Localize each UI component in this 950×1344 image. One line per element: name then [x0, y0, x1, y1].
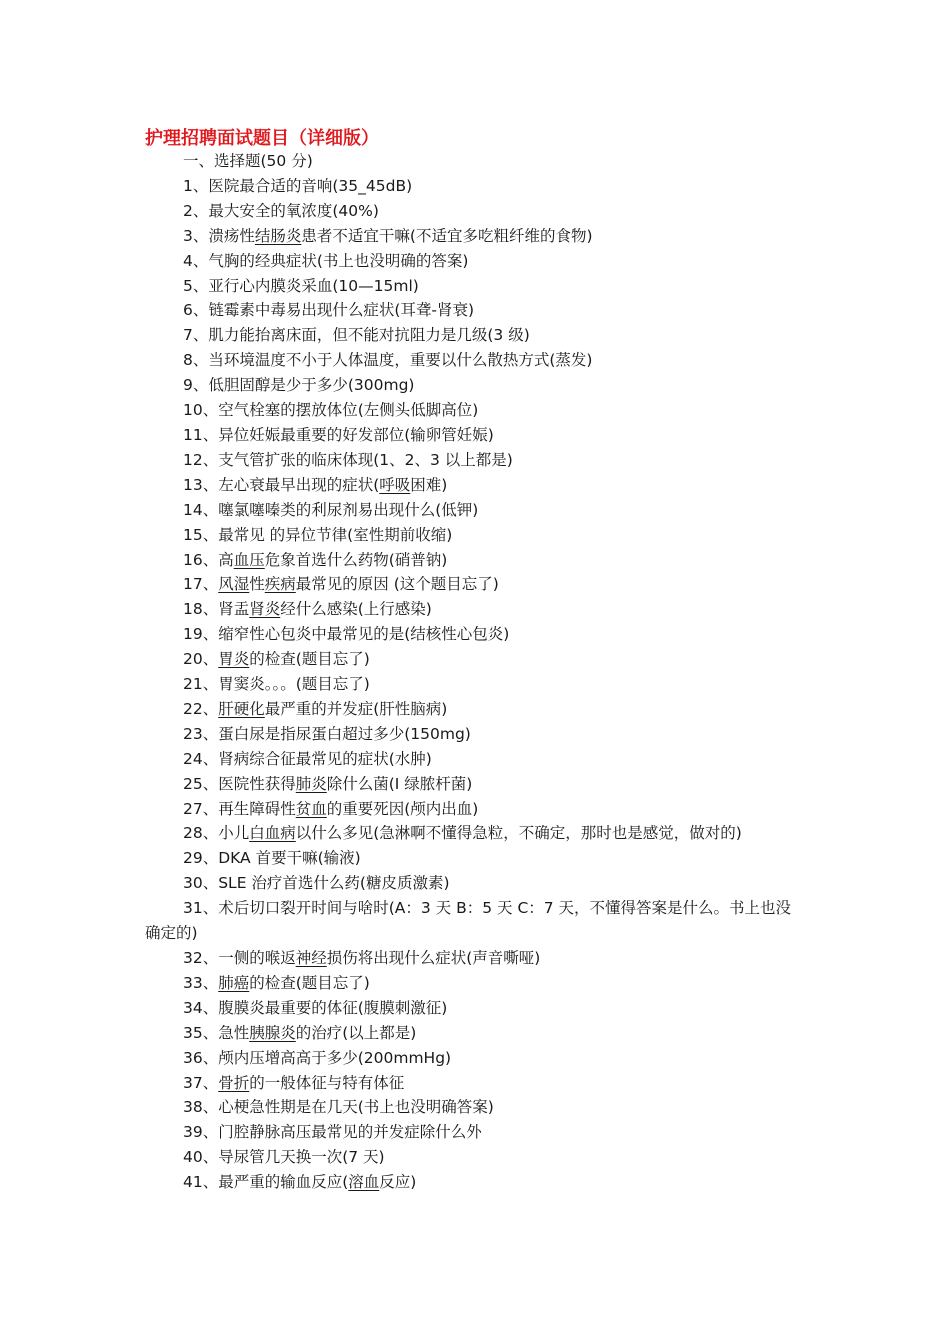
question-text: 以什么多见(急淋啊不懂得急粒，不确定，那时也是感觉，做对的) [295, 824, 742, 843]
underlined-term: 骨折 [218, 1073, 250, 1092]
question-item [145, 846, 800, 871]
question-item [145, 996, 800, 1021]
question-text: 21、胃窦炎。。。(题目忘了) [183, 675, 370, 694]
question-item [145, 423, 800, 448]
question-text: 34、腹膜炎最重要的体征(腹膜刺激征) [183, 998, 448, 1017]
question-text: 20、 [183, 650, 219, 669]
question-text: 5、亚行心内膜炎采血(10—15ml) [183, 276, 419, 295]
question-item [145, 224, 800, 249]
question-item [145, 772, 800, 797]
underlined-term: 肺癌 [218, 973, 250, 992]
question-item [145, 622, 800, 647]
question-text: 19、缩窄性心包炎中最常见的是(结核性心包炎) [183, 625, 510, 644]
question-text: 反应) [379, 1173, 417, 1192]
question-item [145, 523, 800, 548]
question-text: 30、SLE 治疗首选什么药(糖皮质激素) [183, 874, 450, 893]
question-item [145, 1071, 800, 1096]
question-text: 除什么菌(I 绿脓杆菌) [326, 774, 473, 793]
question-item [145, 797, 800, 822]
question-text: 困难) [410, 475, 448, 494]
question-item [145, 697, 800, 722]
question-item [145, 1095, 800, 1120]
question-text: 最严重的并发症(肝性脑病) [264, 699, 448, 718]
question-item [145, 473, 800, 498]
question-text: 损伤将出现什么症状(声音嘶哑) [326, 949, 541, 967]
question-item [145, 1170, 800, 1195]
question-item [145, 722, 800, 747]
question-text: 15、最常见 的异位节律(室性期前收缩) [183, 525, 453, 544]
question-text: 10、空气栓塞的摆放体位(左侧头低脚高位) [183, 401, 479, 420]
question-item [145, 348, 800, 373]
question-item [145, 448, 800, 473]
question-text: 17、 [183, 575, 219, 594]
question-text: 25、医院性获得 [183, 774, 296, 793]
question-text: 11、异位妊娠最重要的好发部位(输卵管妊娠) [183, 425, 494, 444]
question-text: 36、颅内压增高高于多少(200mmHg) [183, 1048, 452, 1067]
underlined-term: 胃炎 [218, 650, 250, 669]
underlined-term: 溶血 [348, 1173, 380, 1192]
underlined-term: 呼吸 [379, 475, 411, 494]
underlined-term: 贫血 [295, 799, 327, 818]
question-item [145, 174, 800, 199]
question-text: 35、急性 [183, 1023, 250, 1042]
underlined-term: 风湿 [218, 575, 250, 594]
question-text: 24、肾病综合征最常见的症状(水肿) [183, 749, 432, 768]
question-text: 最常见的原因 (这个题目忘了) [295, 575, 499, 594]
underlined-term: 肾炎 [249, 600, 281, 619]
question-text: 的检查(题目忘了) [249, 973, 370, 992]
question-text: 37、 [183, 1073, 219, 1092]
question-text: 8、当环境温度不小于人体温度，重要以什么散热方式(蒸发) [183, 351, 593, 370]
underlined-term: 肝硬化 [218, 699, 265, 718]
underlined-term: 神经 [295, 949, 327, 967]
question-text: 7、肌力能抬离床面，但不能对抗阻力是几级(3 级) [183, 326, 530, 345]
question-item [145, 323, 800, 348]
question-text: 的一般体征与特有体征 [249, 1073, 405, 1092]
question-text: 33、 [183, 973, 219, 992]
section-heading: 一、选择题(50 分) [183, 152, 313, 170]
question-text: 患者不适宜干嘛(不适宜多吃粗纤维的食物) [301, 226, 593, 245]
question-item [145, 971, 800, 996]
question-text: 9、低胆固醇是少于多少(300mg) [183, 376, 415, 395]
question-text: 经什么感染(上行感染) [280, 600, 432, 619]
question-item [145, 946, 800, 971]
underlined-term: 血压 [233, 550, 265, 569]
question-text: 的治疗(以上都是) [295, 1023, 417, 1042]
question-text: 1、医院最合适的音响(35_45dB) [183, 176, 413, 195]
question-item [145, 572, 800, 597]
question-item [145, 1120, 800, 1145]
question-item [145, 896, 800, 946]
question-item [145, 249, 800, 274]
question-text: 32、一侧的喉返 [183, 949, 296, 967]
question-item [145, 597, 800, 622]
question-item [145, 548, 800, 573]
question-text: 38、心梗急性期是在几天(书上也没明确答案) [183, 1098, 494, 1117]
question-item [145, 199, 800, 224]
document-body [145, 149, 800, 1195]
document-title: 护理招聘面试题目（详细版） [145, 128, 379, 149]
question-item [145, 1145, 800, 1170]
question-text: 39、门腔静脉高压最常见的并发症除什么外 [183, 1123, 482, 1142]
question-item [145, 274, 800, 299]
question-text: 18、肾盂 [183, 600, 250, 619]
question-text: 29、DKA 首要干嘛(输液) [183, 849, 361, 868]
question-item [145, 1046, 800, 1071]
question-item [145, 747, 800, 772]
question-text: 2、最大安全的氧浓度(40%) [183, 201, 379, 220]
question-text: 13、左心衰最早出现的症状( [183, 475, 380, 494]
question-text: 危象首选什么药物(硝普钠) [264, 550, 448, 569]
question-text: 12、支气管扩张的临床体现(1、2、3 以上都是) [183, 450, 513, 469]
question-text: 14、噻氯噻嗪类的利尿剂易出现什么(低钾) [183, 500, 479, 519]
question-item [145, 1021, 800, 1046]
question-text: 性 [249, 575, 265, 594]
question-text: 6、链霉素中毒易出现什么症状(耳聋-肾衰) [183, 301, 475, 320]
question-text: 31、术后切口裂开时间与啥时(A：3 天 B：5 天 C：7 天，不懂得答案是什么。书上也没确定的) [145, 899, 792, 943]
question-text: 28、小儿 [183, 824, 250, 843]
underlined-term: 肺炎 [295, 774, 327, 793]
underlined-term: 结肠炎 [254, 226, 302, 245]
question-text: 的检查(题目忘了) [249, 650, 370, 669]
question-text: 4、气胸的经典症状(书上也没明确的答案) [183, 251, 469, 270]
question-text: 的重要死因(颅内出血) [326, 799, 479, 818]
question-text: 3、溃疡性 [183, 226, 255, 245]
question-item [145, 298, 800, 323]
question-text: 22、 [183, 699, 219, 718]
question-item [145, 821, 800, 846]
question-item [145, 647, 800, 672]
question-text: 27、再生障碍性 [183, 799, 296, 818]
question-item [145, 672, 800, 697]
question-text: 41、最严重的输血反应( [183, 1173, 349, 1192]
question-text: 23、蛋白尿是指尿蛋白超过多少(150mg) [183, 724, 471, 743]
question-item [145, 373, 800, 398]
question-text: 40、导尿管几天换一次(7 天) [183, 1148, 385, 1167]
underlined-term: 胰腺炎 [249, 1023, 296, 1042]
question-text: 16、高 [183, 550, 234, 569]
question-item [145, 871, 800, 896]
question-item [145, 498, 800, 523]
underlined-term: 疾病 [264, 575, 296, 594]
question-item [145, 398, 800, 423]
underlined-term: 白血病 [249, 824, 296, 843]
